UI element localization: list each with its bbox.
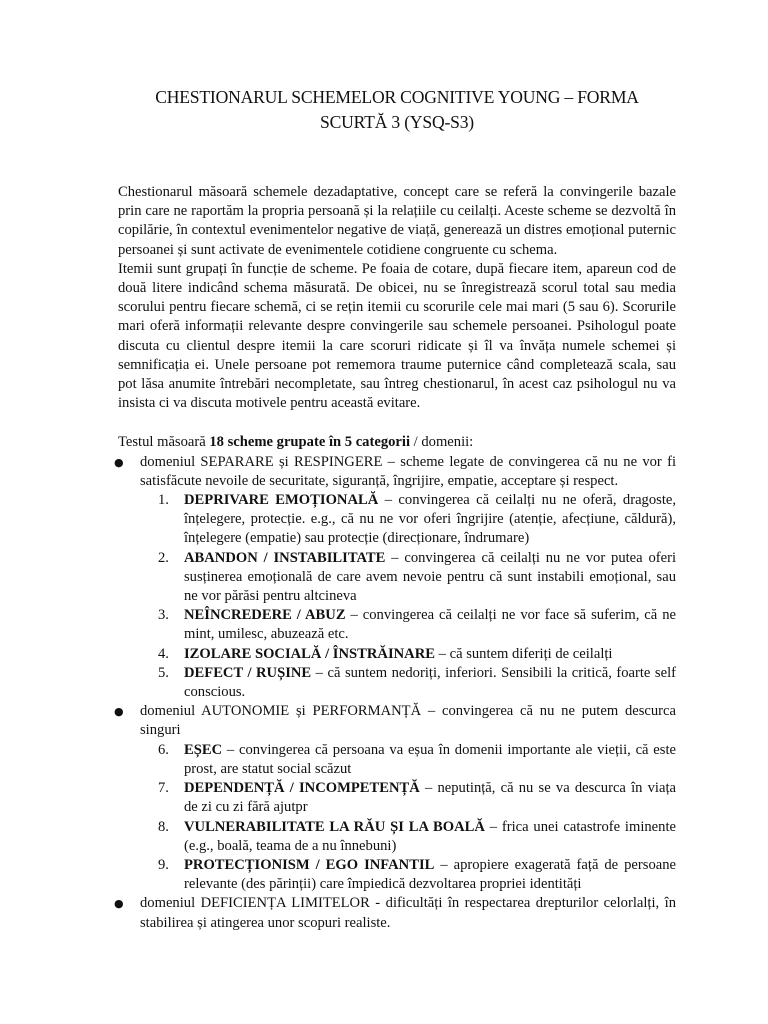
title-line-2: SCURTĂ 3 (YSQ-S3): [320, 112, 474, 132]
domain-item: [114, 894, 676, 932]
scheme-number: 4.: [158, 645, 169, 662]
summary-line: [118, 433, 676, 452]
intro-paragraph-2: Itemii sunt grupați în funcție de scheme. Pe foaia de cotare, după fiecare item, apareun cod de două litere indicând schema măsurată. De obicei, nu se înregistrează scorul total sau media scorului pentru fiecare schemă, ci se rețin itemii cu scorurile cele mai mari (5 sau 6). Scorurile mari oferă informații relevante despre convingerile sau schemele persoanei. Psihologul poate discuta cu clientul despre itemii la care scoruri ridicate și îl va învăța numele schemei și semnificația ei. Unele persoane pot rememora traume puternice când completează scala, sau pot lăsa anumite întrebări necompletate, sau întreg chestionarul, în acest caz psihologul nu va insista ci va discuta motivele pentru această evitare.: [118, 260, 676, 412]
spacer: [118, 413, 676, 433]
domain-text: domeniul AUTONOMIE și PERFORMANȚĂ – convingerea că nu ne putem descurca singuri: [140, 703, 676, 739]
scheme-item: [118, 664, 676, 702]
bullet-icon: ●: [114, 455, 124, 469]
scheme-number: 9.: [158, 856, 169, 873]
scheme-item: [118, 856, 676, 894]
scheme-number: 3.: [158, 607, 169, 624]
scheme-item: [118, 741, 676, 779]
scheme-list: [118, 491, 676, 702]
document-title: [118, 85, 676, 135]
scheme-name: DEPRIVARE EMOȚIONALĂ: [184, 492, 379, 509]
scheme-description: – că suntem diferiți de ceilalți: [435, 645, 613, 662]
scheme-number: 6.: [158, 741, 169, 758]
domain-item: [114, 702, 676, 740]
scheme-item: [118, 606, 676, 644]
title-line-1: CHESTIONARUL SCHEMELOR COGNITIVE YOUNG – FORMA: [155, 87, 639, 107]
domain-text: domeniul SEPARARE și RESPINGERE – scheme legate de convingerea că nu ne vor fi satisfăcute nevoile de securitate, siguranță, îngrijire, empatie, acceptare și respect.: [140, 453, 676, 489]
scheme-description: – convingerea că ceilalți nu ne vor putea oferi susținerea emoțională de care avem nevoie pentru că sunt instabili emoțional, sau ne vor părăsi pentru altcineva: [184, 549, 677, 605]
scheme-description: – convingerea că ceilalți nu ne oferă, dragoste, înțelegere, protecție. e.g., că nu ne vor oferi îngrijire (atenție, afecțiune, căldură), înțelegere (empatie) sau protecție (direcționare, îndrumare): [184, 492, 677, 547]
scheme-number: 7.: [158, 780, 169, 797]
scheme-number: 1.: [158, 492, 169, 509]
scheme-name: EȘEC: [184, 741, 223, 758]
scheme-number: 5.: [158, 664, 169, 681]
scheme-name: DEPENDENȚĂ / INCOMPETENȚĂ: [184, 780, 420, 797]
scheme-name: IZOLARE SOCIALĂ / ÎNSTRĂINARE: [184, 645, 435, 662]
scheme-list: [118, 741, 676, 895]
intro-paragraph-1: Chestionarul măsoară schemele dezadaptative, concept care se referă la convingerile bazale prin care ne raportăm la propria persoană și la relațiile cu ceilalți. Aceste scheme se dezvoltă în copilărie, în contextul evenimentelor negative de viață, generează un distres emoțional puternic persoanei și sunt activate de evenimentele cotidiene congruente cu schema.: [118, 184, 676, 258]
scheme-description: – că suntem nedoriți, inferiori. Sensibili la critică, foarte self conscious.: [184, 664, 676, 701]
scheme-description: – frica unei catastrofe iminente (e.g., boală, teama de a nu înnebuni): [184, 818, 676, 854]
bullet-icon: ●: [114, 705, 124, 719]
scheme-name: VULNERABILITATE LA RĂU ȘI LA BOALĂ: [184, 818, 485, 835]
scheme-item: [118, 491, 676, 549]
scheme-number: 2.: [158, 549, 169, 566]
scheme-name: PROTECȚIONISM / EGO INFANTIL: [184, 856, 435, 873]
document-page: [114, 85, 677, 933]
scheme-item: [118, 779, 676, 817]
scheme-name: DEFECT / RUȘINE: [184, 664, 312, 681]
scheme-item: [118, 549, 676, 607]
domain-text: domeniul DEFICIENȚA LIMITELOR - dificultăți în respectarea drepturilor celorlalți, în stabilirea și atingerea unor scopuri realiste.: [140, 895, 676, 931]
scheme-description: – apropiere exagerată față de persoane relevante (des părinții) care împiedică dezvoltarea propriei identități: [184, 856, 676, 893]
domain-item: [114, 453, 676, 491]
scheme-item: [118, 818, 676, 856]
scheme-description: – neputință, că nu se va descurca în viața de zi cu zi fără ajutpr: [184, 780, 676, 816]
intro-section: [118, 183, 676, 413]
summary-suffix: / domenii:: [410, 434, 474, 451]
bullet-icon: ●: [114, 897, 124, 911]
scheme-description: – convingerea că persoana va eșua în domenii importante ale vieții, că este prost, are statut social scăzut: [184, 741, 676, 777]
scheme-name: NEÎNCREDERE / ABUZ: [184, 607, 346, 624]
scheme-description: – convingerea că ceilalți ne vor face să suferim, că ne mint, umilesc, abuzează etc.: [184, 607, 676, 643]
scheme-name: ABANDON / INSTABILITATE: [184, 549, 386, 566]
scheme-number: 8.: [158, 818, 169, 835]
summary-prefix: Testul măsoară: [118, 434, 210, 451]
summary-bold: 18 scheme grupate în 5 categorii: [209, 434, 410, 451]
scheme-item: [118, 645, 676, 664]
